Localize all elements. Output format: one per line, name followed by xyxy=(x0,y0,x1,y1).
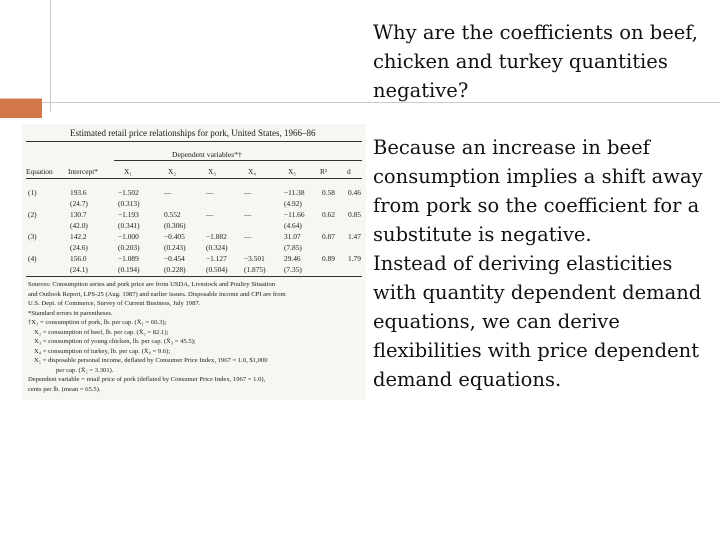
note-line: †X₁ = consumption of pork, lb. per cap. (X̄₁ = 60.3); xyxy=(28,319,167,326)
table-cell: −1.193 xyxy=(118,210,139,219)
header-d: d xyxy=(347,167,351,176)
table-cell: (0.324) xyxy=(206,243,228,252)
table-cell: (0.203) xyxy=(118,243,140,252)
table-cell: −3.501 xyxy=(244,254,265,263)
table-cell: (24.6) xyxy=(70,243,88,252)
table-cell: 156.0 xyxy=(70,254,87,263)
note-line: per cap. (X̄₅ = 3.301). xyxy=(56,366,114,374)
table-cell: (0.243) xyxy=(164,243,186,252)
group-header-rule xyxy=(114,160,362,161)
slide-question: Why are the coefficients on beef, chicken and turkey quantities negative? xyxy=(373,21,699,102)
table-cell: (0.341) xyxy=(118,221,140,230)
table-cell: 0.58 xyxy=(322,188,335,197)
table-cell: 1.79 xyxy=(348,254,361,263)
note-line: X₄ = consumption of turkey, lb. per cap. (X̄₄ = 9.6); xyxy=(34,347,171,355)
table-cell: (2) xyxy=(28,210,37,219)
table-cell: — xyxy=(206,188,214,197)
table-cell: (0.504) xyxy=(206,265,228,274)
note-line: X₅ = disposable personal income, deflated by Consumer Price Index, 1967 = 1.0, $1,000 xyxy=(34,357,268,364)
header-r2: R² xyxy=(320,167,328,176)
table-cell: (7.85) xyxy=(284,243,302,252)
header-equation: Equation xyxy=(26,167,53,176)
table-top-rule xyxy=(26,141,362,142)
table-cell: (42.0) xyxy=(70,221,88,230)
accent-top-line xyxy=(0,98,42,99)
table-cell: (4.92) xyxy=(284,199,302,208)
regression-table-image xyxy=(22,124,366,400)
table-title: Estimated retail price relationships for pork, United States, 1966–86 xyxy=(70,128,316,138)
table-cell: −11.66 xyxy=(284,210,305,219)
header-bottom-rule xyxy=(26,178,362,179)
table-notes xyxy=(28,280,364,394)
table-cell: (7.35) xyxy=(284,265,302,274)
table-cell: (1.875) xyxy=(244,265,266,274)
note-line: X₂ = consumption of beef, lb. per cap. (X̄₂ = 82.1); xyxy=(34,328,169,336)
table-cell: 0.85 xyxy=(348,210,361,219)
table-cell: — xyxy=(244,210,252,219)
table-cell: 130.7 xyxy=(70,210,87,219)
table-bottom-rule xyxy=(26,276,362,277)
table-cell: 0.46 xyxy=(348,188,361,197)
table-cell: 29.46 xyxy=(284,254,301,263)
table-cell: −1.127 xyxy=(206,254,227,263)
table-cell: (0.313) xyxy=(118,199,140,208)
note-line: and Outlook Report, LPS-25 (Aug. 1987) and earlier issues. Disposable income and CPI are from xyxy=(28,290,286,298)
table-cell: −1.089 xyxy=(118,254,139,263)
table-cell: (0.194) xyxy=(118,265,140,274)
table-cell: 142.2 xyxy=(70,232,87,241)
vertical-rule xyxy=(50,0,51,112)
table-cell: 0.62 xyxy=(322,210,335,219)
header-intercept: Intercept* xyxy=(68,167,98,176)
table-cell: (0.228) xyxy=(164,265,186,274)
header-x3: X₃ xyxy=(208,167,216,176)
table-cell: (4) xyxy=(28,254,37,263)
table-cell: 31.07 xyxy=(284,232,301,241)
slide-answer xyxy=(373,133,713,394)
table-cell: −1.882 xyxy=(206,232,227,241)
accent-square xyxy=(0,98,42,118)
table-cell: 0.87 xyxy=(322,232,335,241)
table-cell: −1.502 xyxy=(118,188,139,197)
table-cell: (0.306) xyxy=(164,221,186,230)
table-cell: −0.454 xyxy=(164,254,185,263)
note-line: U.S. Dept. of Commerce, Survey of Current Business, July 1987. xyxy=(28,300,201,307)
table-cell: −11.38 xyxy=(284,188,305,197)
header-x4: X₄ xyxy=(248,167,256,176)
table-group-header: Dependent variables*† xyxy=(172,150,242,159)
answer-paragraph-1: Because an increase in beef consumption implies a shift away from pork so the coefficient for a substitute is negative. xyxy=(373,136,703,246)
table-cell: 193.6 xyxy=(70,188,87,197)
header-x2: X₂ xyxy=(168,167,176,176)
table-cell: (3) xyxy=(28,232,37,241)
table-cell: (24.7) xyxy=(70,199,88,208)
header-x1: X₁ xyxy=(124,167,132,176)
answer-paragraph-2: Instead of deriving elasticities with quantity dependent demand equations, we can derive flexibilities with price dependent demand equations. xyxy=(373,252,702,391)
note-line: Dependent variable = retail price of pork (deflated by Consumer Price Index, 1967 = 1.0), xyxy=(28,376,266,383)
note-line: Sources: Consumption series and pork price are from USDA, Livestock and Poultry Situation xyxy=(28,281,276,288)
table-cell: −0.405 xyxy=(164,232,185,241)
table-cell: — xyxy=(206,210,214,219)
note-line: cents per lb. (mean = 65.5). xyxy=(28,385,101,393)
table-cell: 0.89 xyxy=(322,254,335,263)
table-cell: (4.64) xyxy=(284,221,302,230)
header-x5: X₅ xyxy=(288,167,296,176)
table-cell: — xyxy=(244,188,252,197)
note-line: X₃ = consumption of young chicken, lb. per cap. (X̄₃ = 45.5); xyxy=(34,338,196,345)
table-cell: — xyxy=(164,188,172,197)
table-cell: 1.47 xyxy=(348,232,361,241)
note-line: *Standard errors in parentheses. xyxy=(28,309,113,317)
table-cell: (1) xyxy=(28,188,37,197)
table-cell: (24.1) xyxy=(70,265,88,274)
table-cell: −1.000 xyxy=(118,232,139,241)
table-cell: — xyxy=(244,232,252,241)
table-cell: 0.552 xyxy=(164,210,181,219)
